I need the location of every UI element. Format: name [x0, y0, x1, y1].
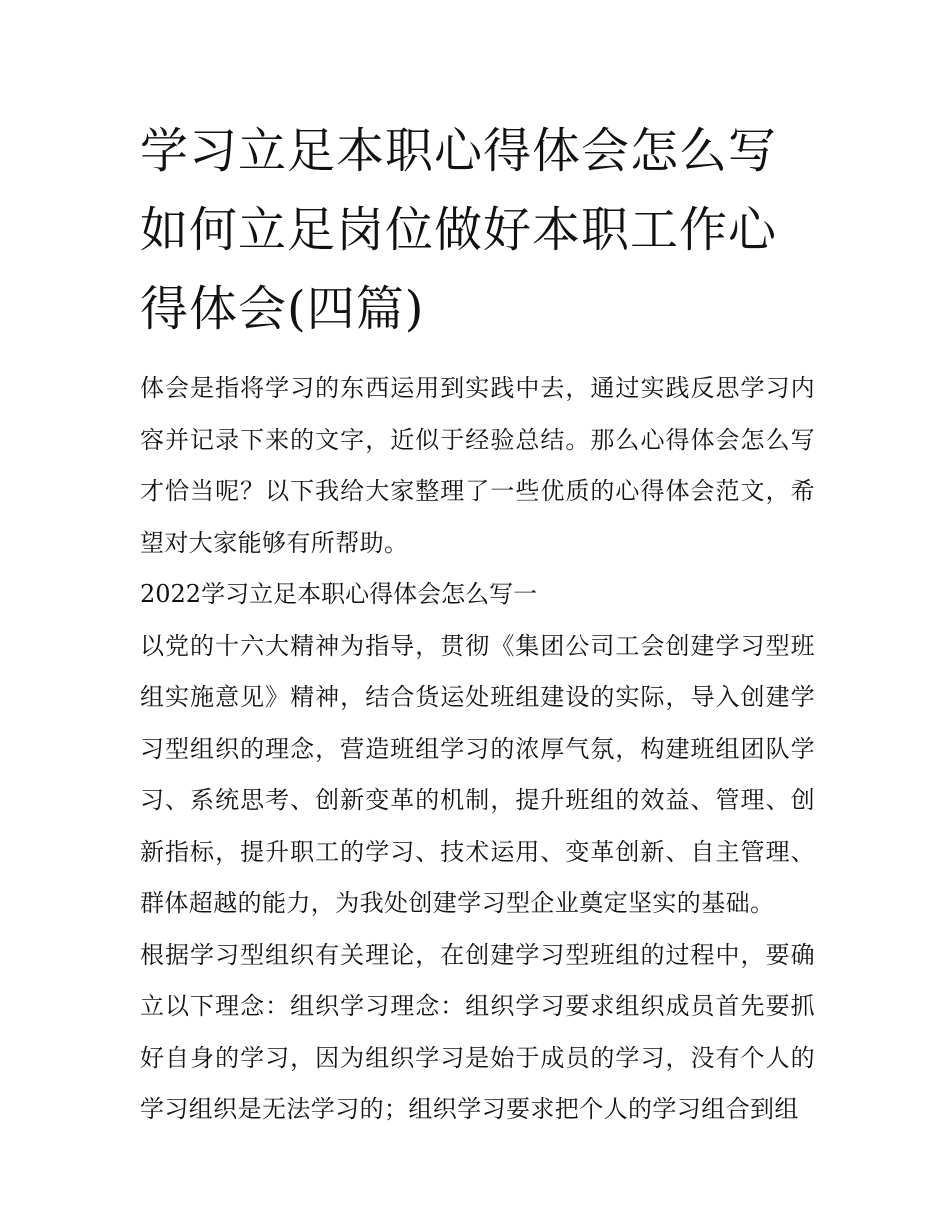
document-title: 学习立足本职心得体会怎么写如何立足岗位做好本职工作心得体会(四篇): [140, 123, 778, 337]
body-paragraph-1: 以党的十六大精神为指导，贯彻《集团公司工会创建学习型班组实施意见》精神，结合货运处班组建设的实际，导入创建学习型组织的理念，营造班组学习的浓厚气氛，构建班组团队学习、系统思考、创新变革的机制，提升班组的效益、管理、创新指标，提升职工的学习、技术运用、变革创新、自主管理、群体超越的能力，为我处创建学习型企业奠定坚实的基础。: [140, 631, 815, 917]
intro-paragraph: 体会是指将学习的东西运用到实践中去，通过实践反思学习内容并记录下来的文字，近似于经验总结。那么心得体会怎么写才恰当呢？以下我给大家整理了一些优质的心得体会范文，希望对大家能够有所帮助。: [140, 374, 815, 557]
document-page: [140, 112, 815, 1136]
body-paragraph-2: 根据学习型组织有关理论，在创建学习型班组的过程中，要确立以下理念：组织学习理念：组织学习要求组织成员首先要抓好自身的学习，因为组织学习是始于成员的学习，没有个人的学习组织是无法学习的；组织学习要求把个人的学习组合到组: [140, 940, 815, 1123]
section-heading: 2022学习立足本职心得体会怎么写一: [140, 580, 538, 608]
